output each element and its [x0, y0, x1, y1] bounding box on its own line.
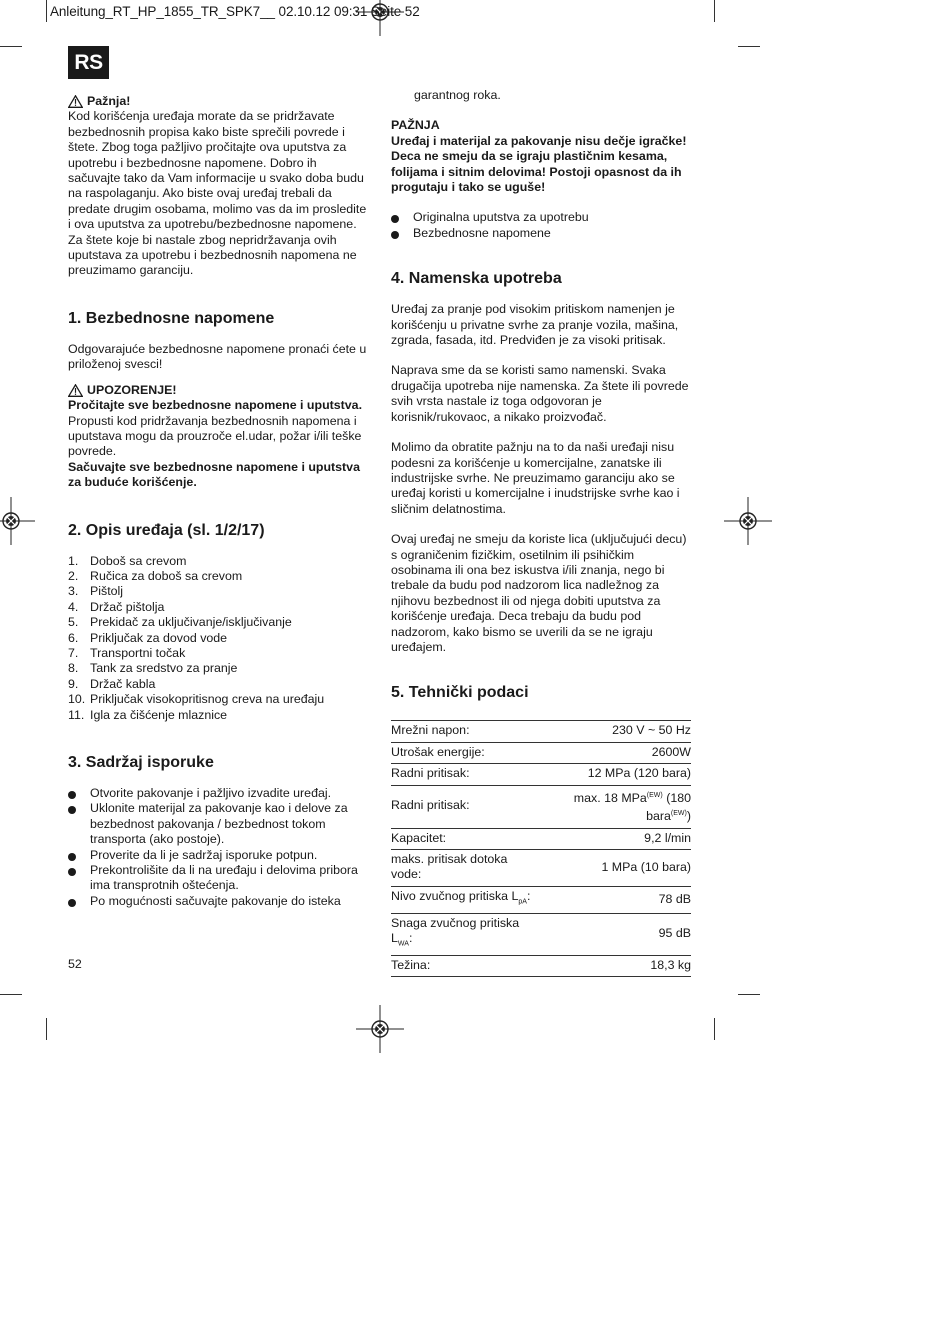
parts-list [68, 554, 368, 723]
left-column [68, 94, 368, 909]
warning-text: Propusti kod pridržavanja bezbednosnih napomena i uputstava mogu da prouzroče el.udar, požar i/ili teške povrede. [68, 413, 362, 459]
bullet-icon [68, 806, 76, 814]
table-row [391, 828, 691, 849]
bullet-icon [391, 215, 399, 223]
list-item: Originalna uputstva za upotrebu [391, 210, 691, 225]
spec-value: 78 dB [536, 886, 691, 913]
bullet-icon [68, 899, 76, 907]
spec-value: 95 dB [536, 913, 691, 955]
warning-title: UPOZORENJE! [87, 382, 177, 397]
right-column [391, 88, 691, 977]
page-number: 52 [68, 957, 82, 971]
language-badge: RS [68, 46, 109, 79]
attention-heading [68, 94, 368, 109]
section-heading: 5. Tehnički podaci [391, 684, 529, 702]
list-item: 4. Držač pištolja [68, 599, 165, 614]
crop-mark [46, 1018, 47, 1040]
list-item: Bezbednosne napomene [391, 226, 691, 241]
paragraph: Uređaj za pranje pod visokim pritiskom namenjen je korišćenju u privatne svrhe za pranje vozila, mašina, zgrada, fasada, itd. Predviđen je za visoki pritisak. [391, 302, 679, 348]
crop-mark [738, 994, 760, 995]
spec-value: 2600W [536, 742, 691, 763]
spec-value: max. 18 MPa$^{(EW)}$ (180 bara$^{(EW)}$) [536, 785, 691, 828]
bullet-icon [68, 853, 76, 861]
list-continuation: garantnog roka. [414, 88, 501, 102]
attention-title: Pažnja! [87, 94, 131, 108]
spec-value: 18,3 kg [536, 956, 691, 977]
registration-mark-icon [356, 1005, 404, 1053]
list-item: 7. Transportni točak [68, 645, 186, 660]
print-slug: Anleitung_RT_HP_1855_TR_SPK7__ 02.10.12 09:31 Seite 52 [50, 4, 420, 19]
caution-text: Uređaj i materijal za pakovanje nisu dečje igračke! Deca ne smeju da se igraju plastičnim kesama, folijama i sitnim delovima! Postoji opasnost da ih progutaju i tako se uguše! [391, 133, 687, 195]
spec-label: Radni pritisak: [391, 785, 536, 828]
list-item: Uklonite materijal za pakovanje kao i delove za bezbednost pakovanja / bezbednost tokom transporta (ako postoje). [68, 801, 368, 847]
spec-label: Snaga zvučnog pritiska $L_{WA}$: [391, 913, 536, 955]
list-item: Otvorite pakovanje i pažljivo izvadite uređaj. [68, 786, 368, 801]
spec-label: Težina: [391, 956, 536, 977]
list-item: 9. Držač kabla [68, 676, 156, 691]
list-item: Prekontrolišite da li na uređaju i delovima pribora ima transprotnih oštećenja. [68, 863, 368, 894]
crop-mark [714, 1018, 715, 1040]
warning-bold-text: Pročitajte sve bezbednosne napomene i uputstva. [68, 398, 363, 413]
attention-text: Za štete koje bi nastale zbog nepridržavanja ovih uputstava za upotrebu i bezbednosnih napomena ne preuzimamo garanciju. [68, 232, 357, 278]
caution-title: PAŽNJA [391, 118, 440, 133]
list-item: Proverite da li je sadržaj isporuke potpun. [68, 848, 368, 863]
crop-mark [738, 46, 760, 47]
list-item: 5. Prekidač za uključivanje/isključivanje [68, 615, 292, 630]
spec-value: 1 MPa (10 bara) [536, 850, 691, 887]
list-item: 2. Ručica za doboš sa crevom [68, 568, 243, 583]
section-heading: 1. Bezbednosne napomene [68, 309, 275, 327]
list-item: 10. Priključak visokopritisnog creva na uređaju [68, 692, 325, 707]
warning-bold-text: Sačuvajte sve bezbednosne napomene i uputstva za buduće korišćenje. [68, 459, 360, 490]
spec-value: 12 MPa (120 bara) [536, 764, 691, 785]
table-row [391, 850, 691, 887]
warning-triangle-icon [68, 384, 83, 397]
list-item: 1. Doboš sa crevom [68, 553, 187, 568]
table-row [391, 742, 691, 763]
crop-mark [46, 0, 47, 22]
spec-label: Mrežni napon: [391, 721, 536, 742]
section-heading: 3. Sadržaj isporuke [68, 754, 214, 771]
list-item: 11. Igla za čišćenje mlaznice [68, 707, 228, 722]
spec-label: Utrošak energije: [391, 742, 536, 763]
list-item: 3. Pištolj [68, 584, 124, 599]
warning-heading [68, 383, 368, 398]
table-row [391, 886, 691, 913]
paragraph: Molimo da obratite pažnju na to da naši uređaji nisu podesni za korišćenje u komercijalne, zanatske ili industrijske svrhe. Ne preuzimamo garanciju ako se uređaj koristi u komercijalne i inudstrijske svrhe kao i sličnim delatnostima. [391, 440, 680, 516]
bullet-icon [68, 868, 76, 876]
technical-data-table [391, 720, 691, 977]
registration-mark-icon [724, 497, 772, 545]
paragraph: Naprava sme da se koristi samo namenski. Svaka drugačija upotreba nije namenska. Za štete ili povrede svih vrsta nastale iz toga odgovoran je korisnik/rukovaoc, a nikako proizvođač. [391, 363, 689, 424]
paragraph: Ovaj uređaj ne smeju da koriste lica (uključujući decu) s ograničenim fizičkim, osetilnim ili psihičkim osobinama ili ona bez iskustva i/ili znanja, nego bi trebale da budu pod nadzorom lica nadležnog za njihovu bezbednost ili od njega dobiti uputstva za korišćenje uređaja. Deca trebaju da budu pod nadzorom, kako bismo se uverili da se ne igraju uređajem. [391, 532, 687, 654]
bullet-icon [391, 231, 399, 239]
registration-mark-icon [0, 497, 35, 545]
list-item: 8. Tank za sredstvo za pranje [68, 661, 238, 676]
crop-mark [0, 994, 22, 995]
table-row [391, 721, 691, 742]
spec-label: maks. pritisak dotoka vode: [391, 850, 536, 887]
documents-list [391, 210, 691, 241]
spec-value: 230 V ~ 50 Hz [536, 721, 691, 742]
section-heading: 4. Namenska upotreba [391, 270, 562, 288]
delivery-list [68, 786, 368, 909]
list-item: Po mogućnosti sačuvajte pakovanje do isteka [68, 894, 368, 909]
section-heading: 2. Opis uređaja (sl. 1/2/17) [68, 521, 265, 539]
table-row [391, 913, 691, 955]
table-row [391, 764, 691, 785]
spec-label: Radni pritisak: [391, 764, 536, 785]
table-row [391, 956, 691, 977]
warning-triangle-icon [68, 95, 83, 108]
spec-label: Nivo zvučnog pritiska $L_{pA}$: [391, 886, 536, 913]
crop-mark [714, 0, 715, 22]
spec-value: 9,2 l/min [536, 828, 691, 849]
paragraph: Odgovarajuće bezbednosne napomene pronaći ćete u priloženoj svesci! [68, 341, 367, 372]
attention-text: Kod korišćenja uređaja morate da se pridržavate bezbednosnih propisa kako biste sprečili povrede i štete. Zbog toga pažljivo pročitajte ova uputstva za upotrebu i bezbednosne napomene. Dobro ih sačuvajte tako da Vam informacije u svako doba budu na raspolaganju. Ako biste ovaj uređaj trebali da predate drugim osobama, molimo vas da im prosledite i ova uputstva za upotrebu/bezbednosne napomene. [68, 109, 367, 232]
list-item: 6. Priključak za dovod vode [68, 630, 228, 645]
table-row [391, 785, 691, 828]
crop-mark [0, 46, 22, 47]
spec-label: Kapacitet: [391, 828, 536, 849]
bullet-icon [68, 791, 76, 799]
